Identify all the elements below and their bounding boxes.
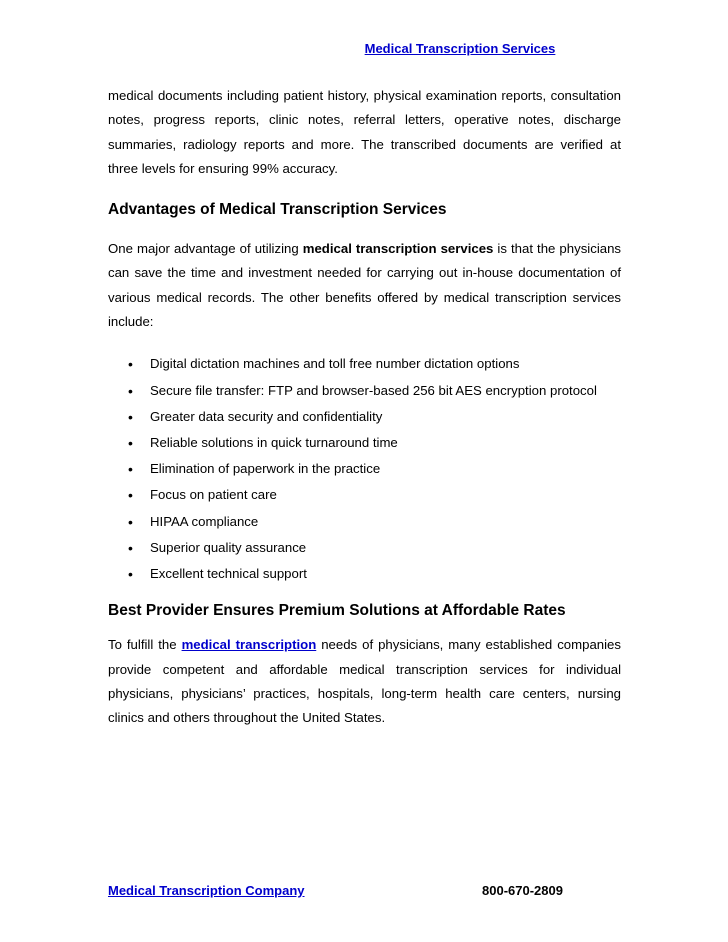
medical-transcription-link[interactable]: medical transcription bbox=[181, 637, 317, 653]
footer-company-link[interactable]: Medical Transcription Company bbox=[108, 883, 305, 898]
bullet-icon: • bbox=[128, 566, 133, 582]
best-provider-paragraph bbox=[108, 633, 621, 730]
advantages-text-after: is that the physicians can save the time and investment needed for carrying out in-house documentation of various medical records. The other benefits offered by medical transcription services include: bbox=[108, 241, 622, 330]
list-item-text: Reliable solutions in quick turnaround time bbox=[150, 434, 398, 450]
list-item bbox=[108, 509, 621, 535]
advantages-paragraph bbox=[108, 237, 621, 334]
bullet-icon: • bbox=[128, 513, 133, 530]
list-item bbox=[108, 404, 621, 430]
list-item-text: Digital dictation machines and toll free number dictation options bbox=[150, 356, 520, 372]
document-body bbox=[108, 84, 621, 730]
list-item bbox=[108, 378, 621, 404]
bullet-icon: • bbox=[128, 382, 133, 399]
list-item bbox=[108, 430, 621, 456]
advantages-text-before: One major advantage of utilizing bbox=[108, 241, 303, 257]
list-item-text: Excellent technical support bbox=[150, 566, 307, 581]
bullet-icon: • bbox=[128, 487, 133, 504]
footer-phone: 800-670-2809 bbox=[482, 883, 563, 898]
list-item-text: Secure file transfer: FTP and browser-based 256 bit AES encryption protocol bbox=[150, 382, 597, 398]
best-provider-heading: Best Provider Ensures Premium Solutions at Affordable Rates bbox=[108, 602, 566, 620]
bullet-icon: • bbox=[128, 434, 133, 451]
list-item-text: Superior quality assurance bbox=[150, 539, 307, 555]
list-item bbox=[108, 561, 621, 587]
list-item bbox=[108, 482, 621, 508]
header-title-link[interactable]: Medical Transcription Services bbox=[364, 41, 556, 56]
list-item-text: Elimination of paperwork in the practice bbox=[150, 461, 381, 477]
benefits-list bbox=[108, 351, 621, 587]
bullet-icon: • bbox=[128, 356, 133, 373]
bullet-icon: • bbox=[128, 408, 133, 425]
intro-paragraph: medical documents including patient history, physical examination reports, consultation notes, progress reports, clinic notes, referral letters, operative notes, discharge summaries, radiology reports and more. The transcribed documents are verified at three levels for ensuring 99% accuracy. bbox=[108, 88, 621, 176]
list-item bbox=[108, 351, 621, 377]
advantages-heading: Advantages of Medical Transcription Services bbox=[108, 201, 447, 219]
list-item bbox=[108, 535, 621, 561]
best-provider-text-after: needs of physicians, many established companies provide competent and affordable medical transcription services for individual physicians, physicians’ practices, hospitals, long-term health care centers, nursing clinics and others throughout the United States. bbox=[108, 637, 621, 726]
bullet-icon: • bbox=[128, 461, 133, 478]
best-provider-text-before: To fulfill the bbox=[108, 637, 182, 653]
bullet-icon: • bbox=[128, 539, 133, 556]
list-item-text: Focus on patient care bbox=[150, 487, 277, 503]
list-item-text: Greater data security and confidentiality bbox=[150, 408, 383, 424]
advantages-bold-phrase: medical transcription services bbox=[302, 241, 494, 257]
list-item bbox=[108, 456, 621, 482]
list-item-text: HIPAA compliance bbox=[150, 513, 259, 529]
